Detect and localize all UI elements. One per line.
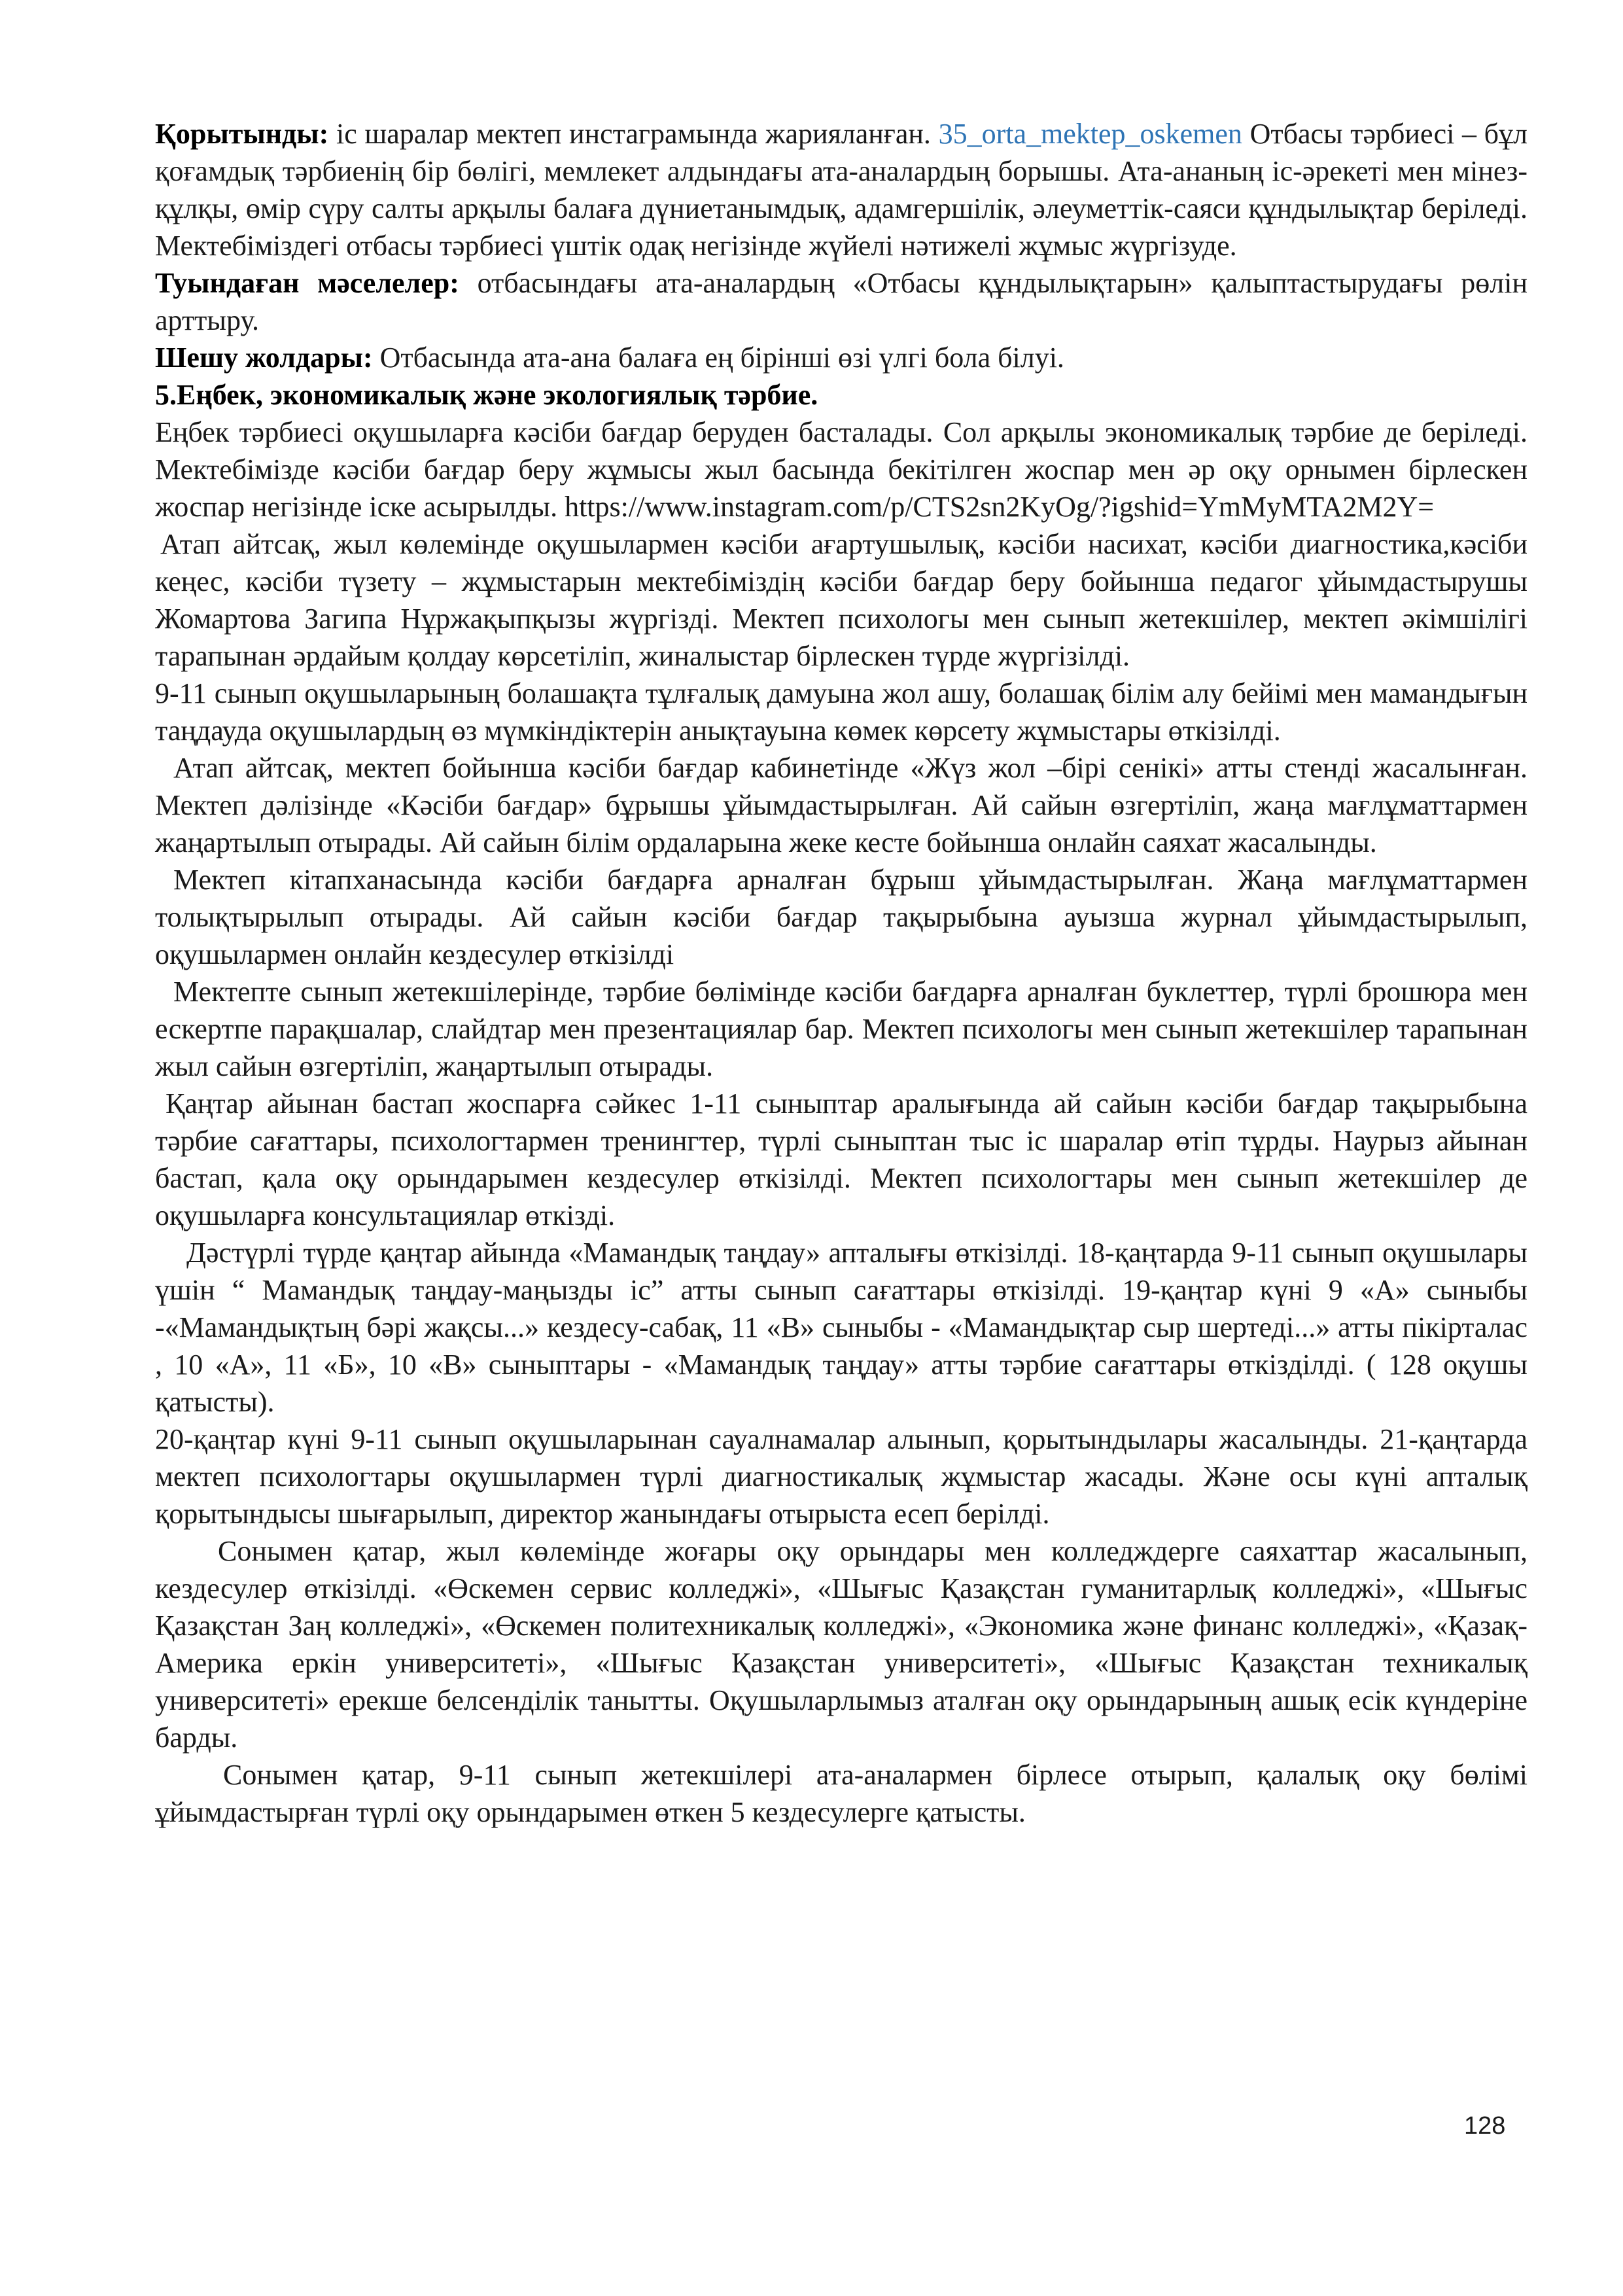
body-paragraph: 20-қаңтар күні 9-11 сынып оқушыларынан сауалнамалар алынып, қорытындылары жасалынды. 21-қаңтарда мектеп психологтары оқушылармен түрлі диагностикалық жұмыстар жасады. Және осы күні апталық қорытындысы шығарылып, директор жанындағы отырыста есеп берілді. (155, 1423, 1527, 1530)
solutions-paragraph (155, 339, 1527, 376)
body-paragraph: Сонымен қатар, жыл көлемінде жоғары оқу орындары мен колледждерге саяхаттар жасалынып, кездесулер өткізілді. «Өскемен сервис колледжі», «Шығыс Қазақстан гуманитарлық колледжі», «Шығыс Қазақстан Заң колледжі», «Өскемен политехникалық колледжі», «Экономика және финанс колледжі», «Қазақ-Америка еркін университеті», «Шығыс Қазақстан университеті», «Шығыс Қазақстан техникалық университеті» ерекше белсенділік танытты. Оқушыларлымыз аталған оқу орындарының ашық есік күндеріне барды. (155, 1535, 1527, 1754)
body-paragraph: Сонымен қатар, 9-11 сынып жетекшілері ата-аналармен бірлесе отырып, қалалық оқу бөлімі ұйымдастырған түрлі оқу орындарымен өткен 5 кездесулерге қатысты. (155, 1759, 1527, 1828)
solutions-text: Отбасында ата-ана балаға ең бірінші өзі үлгі бола білуі. (372, 342, 1064, 374)
problems-label: Туындаған мәселелер: (155, 267, 459, 299)
problems-paragraph (155, 264, 1527, 339)
body-paragraph: Дәстүрлі түрде қаңтар айында «Мамандық таңдау» апталығы өткізілді. 18-қаңтарда 9-11 сынып оқушылары үшін “ Мамандық таңдау-маңызды іс” атты сынып сағаттары өткізілді. 19-қаңтар күні 9 «А» сыныбы -«Мамандықтың бәрі жақсы...» кездесу-сабақ, 11 «В» сыныбы - «Мамандықтар сыр шертеді...» атты пікірталас , 10 «А», 11 «Б», 10 «В» сыныптары - «Мамандық таңдау» атты тәрбие сағаттары өткізділді. ( 128 оқушы қатысты). (155, 1237, 1527, 1418)
solutions-label: Шешу жолдары: (155, 342, 373, 374)
body-paragraph: Мектеп кітапханасында кәсіби бағдарға арналған бұрыш ұйымдастырылған. Жаңа мағлұматтармен толықтырылып отырады. Ай сайын кәсіби бағдар тақырыбына ауызша журнал ұйымдастырылып, оқушылармен онлайн кездесулер өткізілді (155, 864, 1527, 970)
problems-text: отбасындағы ата-аналардың «Отбасы құндылықтарын» қалыптастырудағы рөлін арттыру. (155, 267, 1527, 336)
conclusion-paragraph (155, 115, 1527, 264)
page-number: 128 (1464, 2112, 1506, 2140)
instagram-account-link[interactable]: 35_orta_mektep_oskemen (938, 118, 1242, 150)
body-paragraph: Атап айтсақ, мектеп бойынша кәсіби бағдар кабинетінде «Жүз жол –бірі сенікі» атты стенді жасалынған. Мектеп дәлізінде «Кәсіби бағдар» бұрышы ұйымдастырылған. Ай сайын өзгертіліп, жаңа мағлұматтармен жаңартылып отырады. Ай сайын білім ордаларына жеке кесте бойынша онлайн саяхат жасалынды. (155, 752, 1527, 858)
body-paragraph: 9-11 сынып оқушыларының болашақта тұлғалық дамуына жол ашу, болашақ білім алу бейімі мен мамандығын таңдауда оқушылардың өз мүмкіндіктерін анықтауына көмек көрсету жұмыстары өткізілді. (155, 677, 1527, 747)
conclusion-text-1: іс шаралар мектеп инстаграмында жарияланған. (328, 118, 939, 150)
conclusion-text-2: Отбасы тәрбиесі – бұл қоғамдық тәрбиенің бір бөлігі, мемлекет алдындағы ата-аналардың борышы. Ата-ананың іс-әрекеті мен мінез-құлқы, өмір сүру салты арқылы балаға дүниетанымдық, адамгершілік, әлеуметтік-саяси құндылықтар беріледі. Мектебіміздегі отбасы тәрбиесі үштік одақ негізінде жүйелі нәтижелі жұмыс жүргізуде. (155, 118, 1527, 262)
conclusion-label: Қорытынды: (155, 118, 329, 150)
body-paragraph: Қаңтар айынан бастап жоспарға сәйкес 1-11 сыныптар аралығында ай сайын кәсіби бағдар тақырыбына тәрбие сағаттары, психологтармен тренингтер, түрлі сыныптан тыс іс шаралар өтіп тұрды. Наурыз айынан бастап, қала оқу орындарымен кездесулер өткізілді. Мектеп психологтары мен сынып жетекшілер де оқушыларға консультациялар өткізді. (155, 1087, 1527, 1231)
body-paragraph: Мектепте сынып жетекшілерінде, тәрбие бөлімінде кәсіби бағдарға арналған буклеттер, түрлі брошюра мен ескертпе парақшалар, слайдтар мен презентациялар бар. Мектеп психологы мен сынып жетекшілер тарапынан жыл сайын өзгертіліп, жаңартылып отырады. (155, 976, 1527, 1082)
body-paragraph: Атап айтсақ, жыл көлемінде оқушылармен кәсіби ағартушылық, кәсіби насихат, кәсіби диагностика,кәсіби кеңес, кәсіби түзету – жұмыстарын мектебіміздің кәсіби бағдар беру бойынша педагог ұйымдастырушы Жомартова Загипа Нұржақыпқызы жүргізді. Мектеп психологы мен сынып жетекшілер, мектеп әкімшілігі тарапынан әрдайым қолдау көрсетіліп, жиналыстар бірлескен түрде жүргізілді. (155, 528, 1527, 672)
document-page (155, 115, 1527, 1831)
section-heading: 5.Еңбек, экономикалық және экологиялық тәрбие. (155, 379, 818, 411)
body-paragraph: Еңбек тәрбиесі оқушыларға кәсіби бағдар беруден басталады. Сол арқылы экономикалық тәрбие де беріледі. Мектебімізде кәсіби бағдар беру жұмысы жыл басында бекітілген жоспар мен әр оқу орнымен бірлескен жоспар негізінде іске асырылды. https://www.instagram.com/p/CTS2sn2KyOg/?igshid=YmMyMTA2M2Y= (155, 416, 1527, 523)
